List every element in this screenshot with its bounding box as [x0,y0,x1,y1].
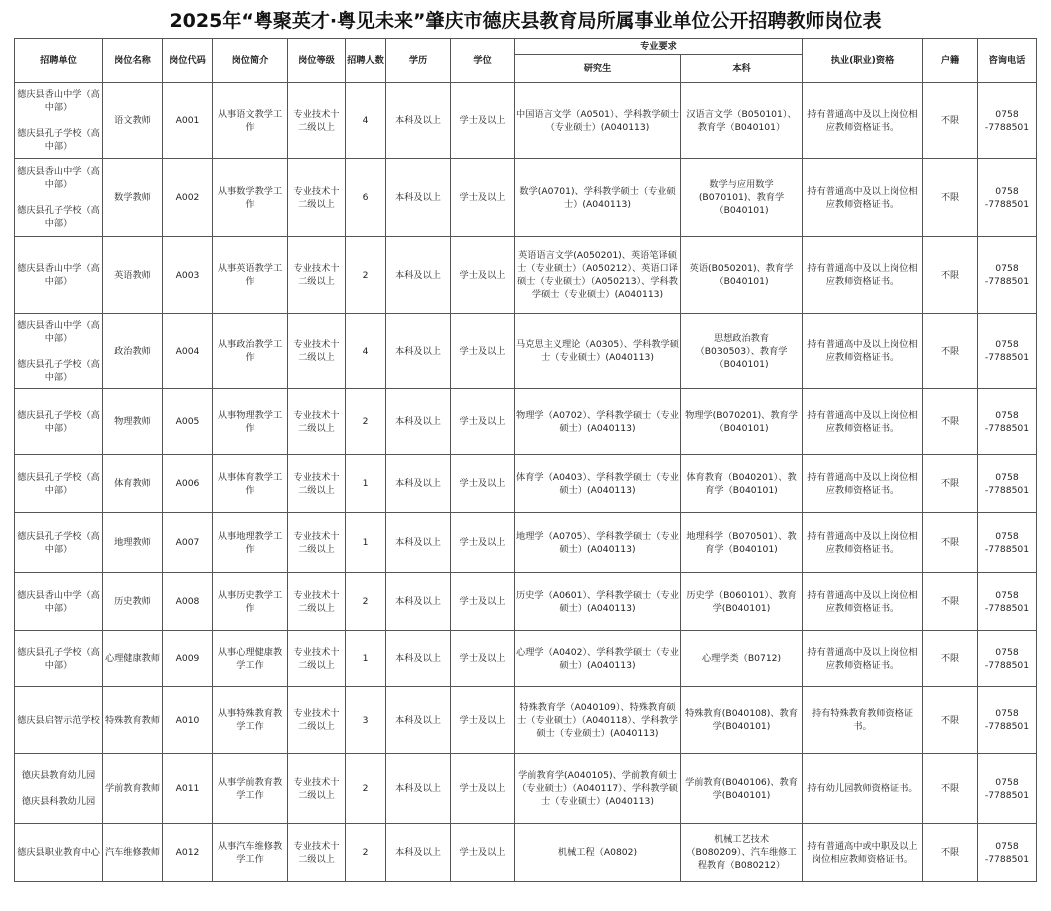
cell-count: 1 [346,513,386,573]
cell-hukou: 不限 [923,389,978,455]
cell-hukou: 不限 [923,314,978,389]
cell-degree: 学士及以上 [451,754,515,824]
cell-phone [978,159,1037,237]
cell-count: 3 [346,687,386,754]
cell-unit [15,455,103,513]
cell-phone [978,631,1037,687]
table-row [15,513,1037,573]
cell-unit [15,754,103,824]
cell-count: 2 [346,754,386,824]
cell-intro: 从事政治教学工作 [213,314,288,389]
cell-grad-major: 英语语言文学(A050201)、英语笔译硕士（专业硕士）（A050212）、英语口译硕士（专业硕士）（A050213）、学科教学硕士（专业硕士）(A040113) [515,237,681,314]
cell-post-name: 政治教师 [103,314,163,389]
cell-undergrad-major: 体育教育（B040201）、教育学（B040101) [681,455,803,513]
cell-intro: 从事学前教育教学工作 [213,754,288,824]
cell-degree: 学士及以上 [451,687,515,754]
unit-name: 德庆县科教幼儿园 [21,796,96,807]
header-degree: 学位 [451,39,515,83]
cell-cert: 持有普通高中及以上岗位相应教师资格证书。 [803,83,923,159]
cell-post-code: A004 [163,314,213,389]
table-row [15,455,1037,513]
unit-name: 德庆县孔子学校（高中部） [17,530,100,555]
cell-intro: 从事语文教学工作 [213,83,288,159]
cell-education: 本科及以上 [386,389,451,455]
cell-post-code: A002 [163,159,213,237]
table-row [15,754,1037,824]
cell-hukou: 不限 [923,455,978,513]
unit-name: 德庆县孔子学校（高中部） [17,128,100,152]
cell-intro: 从事体育教学工作 [213,455,288,513]
cell-undergrad-major: 特殊教育(B040108)、教育学(B040101) [681,687,803,754]
cell-education: 本科及以上 [386,455,451,513]
cell-count: 1 [346,631,386,687]
cell-degree: 学士及以上 [451,237,515,314]
cell-phone [978,754,1037,824]
cell-cert: 持有普通高中及以上岗位相应教师资格证书。 [803,455,923,513]
cell-grad-major: 数学(A0701)、学科教学硕士（专业硕士）(A040113) [515,159,681,237]
table-row [15,83,1037,159]
cell-education: 本科及以上 [386,754,451,824]
header-level: 岗位等级 [288,39,346,83]
phone-text: 0758 [995,708,1019,719]
phone-text: 0758 [995,409,1019,421]
header-major-req: 专业要求 [515,39,803,55]
cell-level: 专业技术十二级以上 [288,631,346,687]
cell-education: 本科及以上 [386,824,451,882]
cell-post-code: A008 [163,573,213,631]
cell-cert: 持有普通高中及以上岗位相应教师资格证书。 [803,237,923,314]
phone-text: -7788501 [984,853,1030,865]
cell-post-name: 历史教师 [103,573,163,631]
cell-grad-major: 特殊教育学（A040109）、特殊教育硕士（专业硕士）（A040118）、学科教学硕士（专业硕士）(A040113) [515,687,681,754]
cell-cert: 持有特殊教育教师资格证书。 [803,687,923,754]
cell-cert: 持有普通高中及以上岗位相应教师资格证书。 [803,573,923,631]
header-grad: 研究生 [515,55,681,83]
table-row [15,237,1037,314]
cell-unit [15,314,103,389]
phone-text: -7788501 [984,789,1030,801]
cell-post-code: A006 [163,455,213,513]
cell-cert: 持有普通高中及以上岗位相应教师资格证书。 [803,631,923,687]
header-cert: 执业(职业)资格 [803,39,923,83]
cell-post-code: A007 [163,513,213,573]
cell-post-name: 地理教师 [103,513,163,573]
cell-phone [978,687,1037,754]
cell-unit [15,513,103,573]
phone-text: -7788501 [984,352,1030,363]
cell-level: 专业技术十二级以上 [288,513,346,573]
unit-name: 德庆县教育幼儿园 [21,770,96,781]
cell-unit [15,687,103,754]
phone-text: -7788501 [984,659,1030,671]
cell-level: 专业技术十二级以上 [288,237,346,314]
phone-text: 0758 [995,263,1019,274]
cell-post-code: A005 [163,389,213,455]
cell-grad-major: 马克思主义理论（A0305）、学科教学硕士（专业硕士）(A040113) [515,314,681,389]
cell-level: 专业技术十二级以上 [288,824,346,882]
header-intro: 岗位简介 [213,39,288,83]
cell-intro: 从事英语教学工作 [213,237,288,314]
phone-text: -7788501 [984,602,1030,614]
cell-unit [15,573,103,631]
cell-unit [15,389,103,455]
phone-text: 0758 [995,530,1019,542]
cell-unit [15,83,103,159]
cell-undergrad-major: 机械工艺技术（B080209）、汽车维修工程教育（B080212） [681,824,803,882]
cell-education: 本科及以上 [386,314,451,389]
cell-hukou: 不限 [923,687,978,754]
table-row [15,314,1037,389]
cell-count: 1 [346,455,386,513]
cell-phone [978,573,1037,631]
unit-name: 德庆县启智示范学校 [17,714,100,726]
cell-grad-major: 心理学（A0402）、学科教学硕士（专业硕士）(A040113) [515,631,681,687]
cell-phone [978,455,1037,513]
cell-level: 专业技术十二级以上 [288,754,346,824]
cell-post-code: A009 [163,631,213,687]
cell-post-name: 学前教育教师 [103,754,163,824]
cell-education: 本科及以上 [386,631,451,687]
cell-undergrad-major: 英语(B050201)、教育学（B040101) [681,237,803,314]
cell-level: 专业技术十二级以上 [288,687,346,754]
cell-cert: 持有普通高中及以上岗位相应教师资格证书。 [803,513,923,573]
phone-text: 0758 [995,776,1019,788]
cell-education: 本科及以上 [386,237,451,314]
cell-undergrad-major: 心理学类（B0712) [681,631,803,687]
cell-degree: 学士及以上 [451,573,515,631]
cell-undergrad-major: 思想政治教育（B030503）、教育学（B040101) [681,314,803,389]
cell-cert: 持有普通高中及以上岗位相应教师资格证书。 [803,389,923,455]
phone-text: -7788501 [984,422,1030,434]
cell-degree: 学士及以上 [451,389,515,455]
cell-education: 本科及以上 [386,83,451,159]
cell-hukou: 不限 [923,631,978,687]
cell-post-name: 汽车维修教师 [103,824,163,882]
cell-post-name: 物理教师 [103,389,163,455]
cell-post-code: A011 [163,754,213,824]
cell-education: 本科及以上 [386,513,451,573]
table-row [15,573,1037,631]
unit-name: 德庆县香山中学（高中部） [17,319,100,344]
cell-undergrad-major: 汉语言文学（B050101）、教育学（B040101） [681,83,803,159]
cell-hukou: 不限 [923,159,978,237]
phone-text: 0758 [995,646,1019,658]
cell-degree: 学士及以上 [451,314,515,389]
unit-name: 德庆县孔子学校（高中部） [17,646,100,671]
cell-post-name: 体育教师 [103,455,163,513]
header-education: 学历 [386,39,451,83]
cell-hukou: 不限 [923,513,978,573]
cell-undergrad-major: 学前教育(B040106)、教育学(B040101) [681,754,803,824]
cell-degree: 学士及以上 [451,631,515,687]
cell-cert: 持有幼儿园教师资格证书。 [803,754,923,824]
cell-level: 专业技术十二级以上 [288,389,346,455]
cell-undergrad-major: 物理学(B070201)、教育学（B040101) [681,389,803,455]
cell-level: 专业技术十二级以上 [288,159,346,237]
phone-text: -7788501 [984,276,1030,287]
unit-name: 德庆县香山中学（高中部） [17,89,100,113]
header-phone: 咨询电话 [978,39,1037,83]
phone-text: 0758 [995,108,1019,120]
phone-text: 0758 [995,840,1019,852]
cell-degree: 学士及以上 [451,513,515,573]
cell-hukou: 不限 [923,754,978,824]
recruitment-table [14,38,1037,882]
cell-cert: 持有普通高中或中职及以上岗位相应教师资格证书。 [803,824,923,882]
cell-education: 本科及以上 [386,687,451,754]
cell-post-code: A003 [163,237,213,314]
cell-post-code: A012 [163,824,213,882]
phone-text: 0758 [995,185,1019,197]
cell-level: 专业技术十二级以上 [288,314,346,389]
cell-degree: 学士及以上 [451,455,515,513]
phone-text: -7788501 [984,484,1030,496]
cell-undergrad-major: 数学与应用数学(B070101)、教育学（B040101) [681,159,803,237]
cell-count: 2 [346,573,386,631]
cell-level: 专业技术十二级以上 [288,455,346,513]
unit-name: 德庆县孔子学校（高中部） [17,409,100,434]
table-row [15,631,1037,687]
phone-text: -7788501 [984,121,1030,133]
cell-count: 2 [346,389,386,455]
cell-cert: 持有普通高中及以上岗位相应教师资格证书。 [803,314,923,389]
cell-grad-major: 体育学（A0403）、学科教学硕士（专业硕士）(A040113) [515,455,681,513]
cell-phone [978,314,1037,389]
cell-level: 专业技术十二级以上 [288,573,346,631]
cell-intro: 从事数学教学工作 [213,159,288,237]
cell-degree: 学士及以上 [451,824,515,882]
unit-name: 德庆县孔子学校（高中部） [17,471,100,496]
cell-count: 2 [346,237,386,314]
cell-unit [15,631,103,687]
unit-name: 德庆县孔子学校（高中部） [17,205,100,229]
cell-grad-major: 中国语言文学（A0501）、学科教学硕士（专业硕士）(A040113) [515,83,681,159]
cell-intro: 从事汽车维修教学工作 [213,824,288,882]
header-unit: 招聘单位 [15,39,103,83]
cell-hukou: 不限 [923,573,978,631]
cell-intro: 从事特殊教育教学工作 [213,687,288,754]
cell-post-code: A001 [163,83,213,159]
table-row [15,389,1037,455]
cell-grad-major: 历史学（A0601）、学科教学硕士（专业硕士）(A040113) [515,573,681,631]
header-count: 招聘人数 [346,39,386,83]
cell-post-name: 数学教师 [103,159,163,237]
header-undergrad: 本科 [681,55,803,83]
cell-education: 本科及以上 [386,159,451,237]
cell-degree: 学士及以上 [451,83,515,159]
table-body [15,83,1037,882]
cell-degree: 学士及以上 [451,159,515,237]
unit-name: 德庆县职业教育中心 [17,847,100,858]
cell-phone [978,389,1037,455]
page-title: 2025年“粤聚英才·粤见未来”肇庆市德庆县教育局所属事业单位公开招聘教师岗位表 [169,10,882,32]
cell-unit [15,237,103,314]
phone-text: -7788501 [984,198,1030,210]
phone-text: 0758 [995,471,1019,483]
phone-text: 0758 [995,589,1019,601]
cell-grad-major: 机械工程（A0802) [515,824,681,882]
cell-intro: 从事历史教学工作 [213,573,288,631]
cell-phone [978,824,1037,882]
cell-phone [978,83,1037,159]
cell-post-name: 英语教师 [103,237,163,314]
cell-grad-major: 物理学（A0702）、学科教学硕士（专业硕士）(A040113) [515,389,681,455]
cell-intro: 从事心理健康教学工作 [213,631,288,687]
cell-undergrad-major: 历史学（B060101）、教育学(B040101) [681,573,803,631]
unit-name: 德庆县香山中学（高中部） [17,263,100,287]
header-post-code: 岗位代码 [163,39,213,83]
cell-count: 4 [346,83,386,159]
cell-undergrad-major: 地理科学（B070501）、教育学（B040101) [681,513,803,573]
table-row [15,824,1037,882]
cell-grad-major: 地理学（A0705）、学科教学硕士（专业硕士）(A040113) [515,513,681,573]
header-post-name: 岗位名称 [103,39,163,83]
cell-intro: 从事物理教学工作 [213,389,288,455]
cell-cert: 持有普通高中及以上岗位相应教师资格证书。 [803,159,923,237]
cell-grad-major: 学前教育学(A040105)、学前教育硕士（专业硕士）（A040117）、学科教学硕士（专业硕士）(A040113) [515,754,681,824]
cell-count: 2 [346,824,386,882]
cell-level: 专业技术十二级以上 [288,83,346,159]
cell-unit [15,159,103,237]
table-row [15,159,1037,237]
table-row [15,687,1037,754]
cell-hukou: 不限 [923,237,978,314]
phone-text: 0758 [995,339,1019,350]
unit-name: 德庆县孔子学校（高中部） [17,358,100,383]
header-hukou: 户籍 [923,39,978,83]
unit-name: 德庆县香山中学（高中部） [17,166,100,190]
cell-post-name: 语文教师 [103,83,163,159]
phone-text: -7788501 [984,721,1030,732]
phone-text: -7788501 [984,543,1030,555]
cell-intro: 从事地理教学工作 [213,513,288,573]
cell-phone [978,237,1037,314]
cell-unit [15,824,103,882]
cell-hukou: 不限 [923,83,978,159]
cell-count: 4 [346,314,386,389]
cell-education: 本科及以上 [386,573,451,631]
cell-post-name: 特殊教育教师 [103,687,163,754]
cell-count: 6 [346,159,386,237]
cell-hukou: 不限 [923,824,978,882]
cell-phone [978,513,1037,573]
unit-name: 德庆县香山中学（高中部） [17,589,100,614]
cell-post-code: A010 [163,687,213,754]
cell-post-name: 心理健康教师 [103,631,163,687]
